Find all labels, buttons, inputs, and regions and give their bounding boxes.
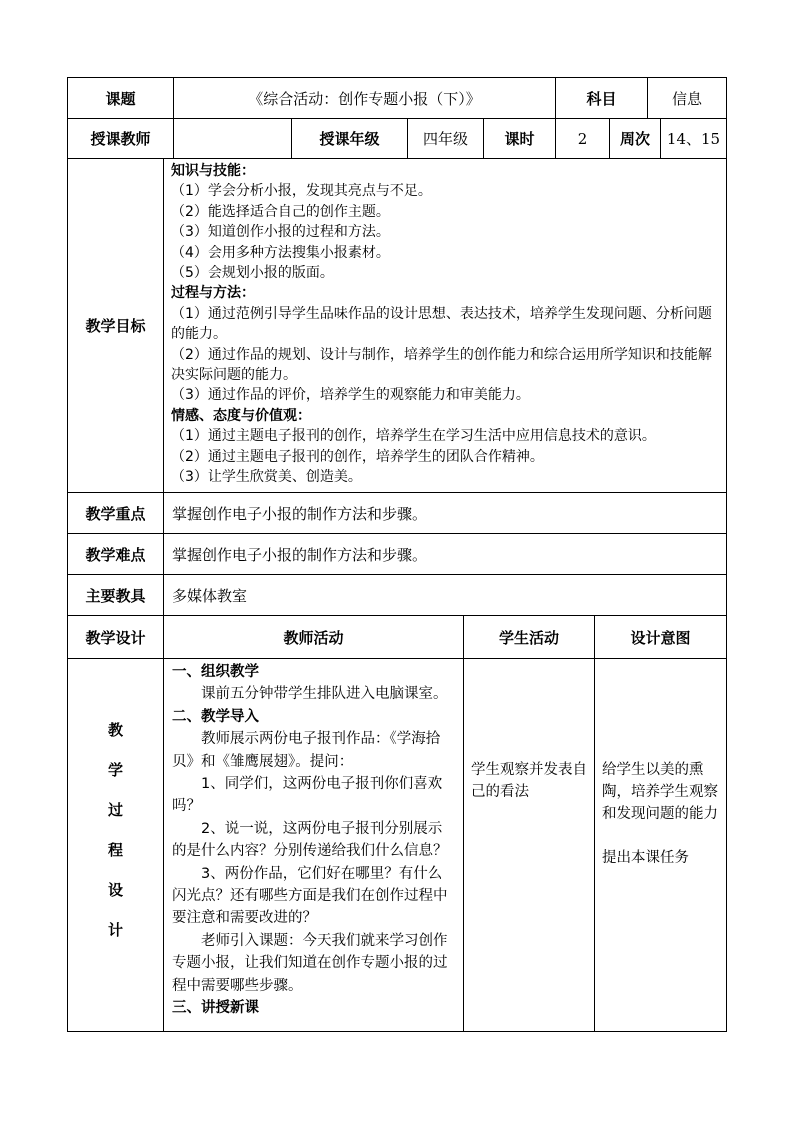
difficulties-label: 教学难点 (67, 533, 164, 575)
section-heading: 一、组织教学 (172, 664, 259, 680)
objective-line: （2）通过主题电子报刊的创作，培养学生的团队合作精神。 (171, 448, 544, 465)
objectives-heading-attitude: 情感、态度与价值观： (171, 407, 311, 424)
objective-line: （2）能选择适合自己的创作主题。 (171, 203, 390, 220)
difficulties-value: 掌握创作电子小报的制作方法和步骤。 (163, 533, 727, 575)
grade-value: 四年级 (407, 118, 484, 159)
objective-line: （1）学会分析小报，发现其亮点与不足。 (171, 183, 432, 200)
teacher-activity-header: 教师活动 (163, 615, 464, 659)
grade-label: 授课年级 (291, 118, 408, 159)
objective-line: （3）知道创作小报的过程和方法。 (171, 224, 390, 241)
objectives-content (163, 158, 727, 493)
process-char: 过 (107, 801, 123, 819)
objective-line: （2）通过作品的规划、设计与制作，培养学生的创作能力和综合运用所学知识和技能解决实际问题的能力。 (171, 346, 712, 384)
objective-line: （1）通过主题电子报刊的创作，培养学生在学习生活中应用信息技术的意识。 (171, 428, 656, 445)
week-value: 14、15 (660, 118, 727, 159)
objective-line: （4）会用多种方法搜集小报素材。 (171, 244, 390, 261)
student-activity-header: 学生活动 (463, 615, 595, 659)
teacher-activity-content (163, 658, 464, 1032)
process-char: 程 (107, 841, 123, 859)
week-label: 周次 (609, 118, 661, 159)
tools-value: 多媒体教室 (163, 574, 727, 616)
tools-label: 主要教具 (67, 574, 164, 616)
teacher-paragraph: 课前五分钟带学生排队进入电脑课室。 (201, 686, 448, 703)
teacher-paragraph: 教师展示两份电子报刊作品：《学海拾贝》和《雏鹰展翅》。提问： (172, 731, 441, 770)
process-char: 教 (107, 721, 123, 739)
objectives-heading-process: 过程与方法： (171, 285, 255, 302)
process-char: 学 (107, 761, 123, 779)
objectives-heading-knowledge: 知识与技能： (171, 163, 255, 179)
design-intent-task: 提出本课任务 (602, 850, 689, 866)
objective-line: （5）会规划小报的版面。 (171, 265, 334, 282)
teacher-value (173, 118, 292, 159)
design-intent-header: 设计意图 (594, 615, 727, 659)
design-intent-text: 给学生以美的熏陶，培养学生观察和发现问题的能力 (602, 762, 718, 822)
process-design-label (67, 658, 164, 1032)
section-heading: 三、讲授新课 (172, 1000, 259, 1017)
process-char: 计 (107, 921, 123, 939)
subject-value: 信息 (647, 77, 727, 119)
objective-line: （1）通过范例引导学生品味作品的设计思想、表达技术，培养学生发现问题、分析问题的能力。 (171, 305, 712, 343)
teacher-paragraph: 1、同学们，这两份电子报刊你们喜欢吗？ (172, 776, 443, 815)
process-char: 设 (107, 881, 123, 899)
student-activity-content (463, 658, 595, 1032)
subject-label: 科目 (555, 77, 648, 119)
student-activity-text: 学生观察并发表自己的看法 (471, 762, 587, 800)
teacher-paragraph: 老师引入课题：今天我们就来学习创作专题小报，让我们知道在创作专题小报的过程中需要哪些步骤。 (172, 932, 448, 994)
period-value: 2 (555, 118, 610, 159)
section-heading: 二、教学导入 (172, 708, 259, 725)
objectives-label: 教学目标 (67, 158, 164, 493)
objective-line: （3）通过作品的评价，培养学生的观察能力和审美能力。 (171, 387, 530, 404)
objective-line: （3）让学生欣赏美、创造美。 (171, 469, 362, 486)
topic-label: 课题 (67, 77, 174, 119)
key-points-label: 教学重点 (67, 492, 164, 534)
topic-value: 《综合活动：创作专题小报（下）》 (173, 77, 556, 119)
period-label: 课时 (483, 118, 556, 159)
key-points-value: 掌握创作电子小报的制作方法和步骤。 (163, 492, 727, 534)
teacher-paragraph: 2、说一说，这两份电子报刊分别展示的是什么内容？分别传递给我们什么信息？ (172, 820, 448, 860)
teacher-paragraph: 3、两份作品，它们好在哪里？有什么闪光点？还有哪些方面是我们在创作过程中要注意和需要改进的？ (172, 865, 448, 927)
design-intent-content (594, 658, 727, 1032)
teacher-label: 授课教师 (67, 118, 174, 159)
design-label: 教学设计 (67, 615, 164, 659)
